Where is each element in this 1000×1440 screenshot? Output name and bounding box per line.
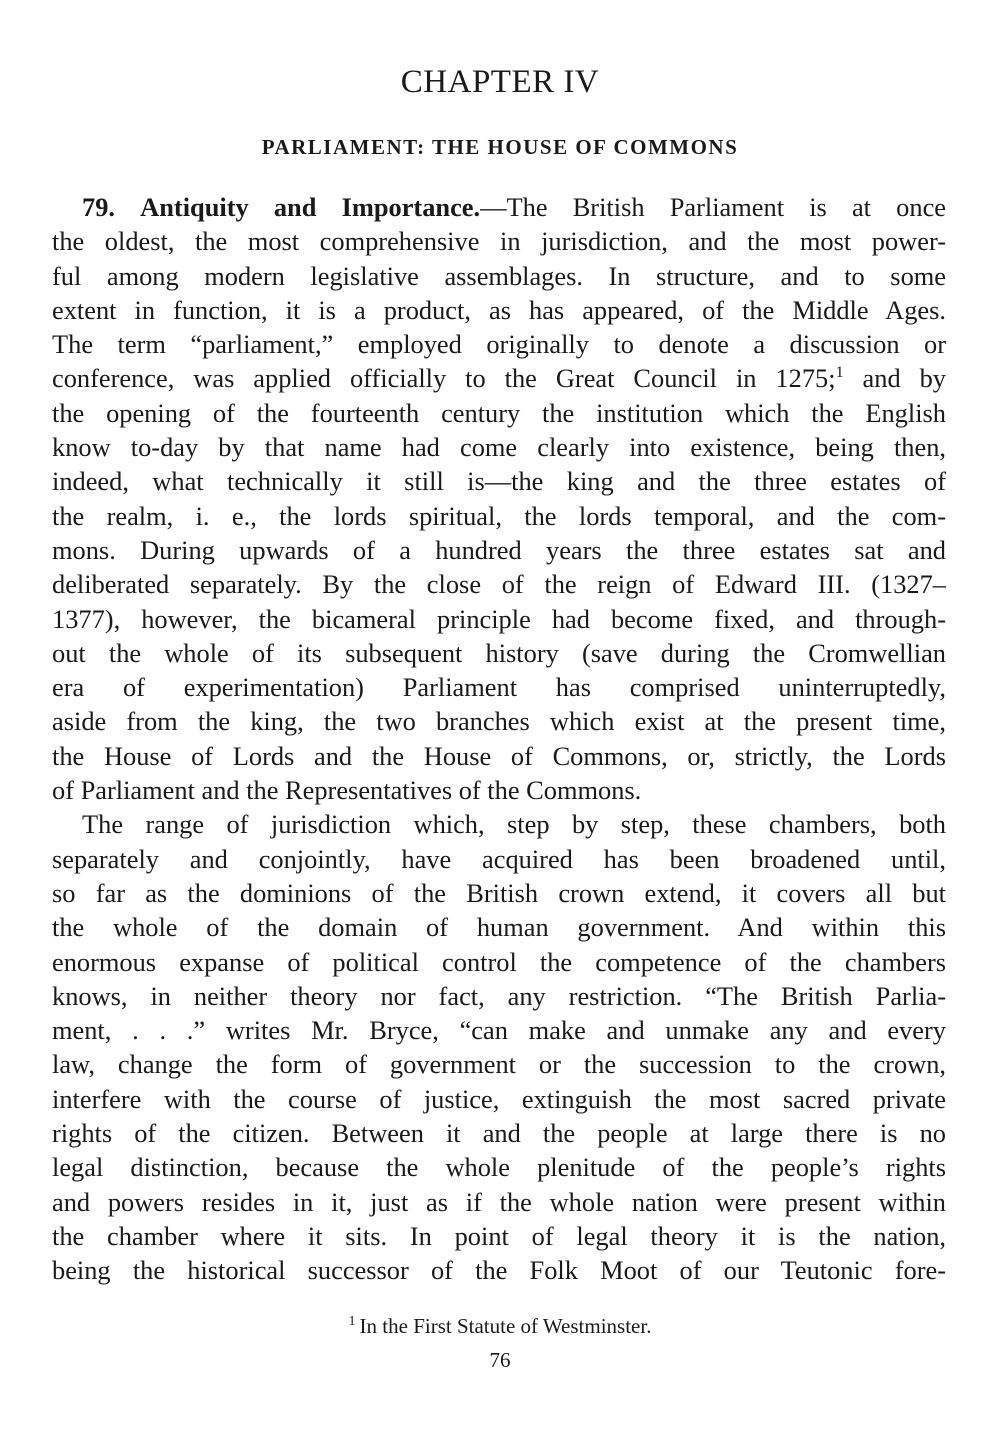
text-line: separately and conjointly, have acquired has been broadened until, [52, 843, 946, 874]
page-number: 76 [489, 1348, 511, 1372]
text-line-segment: The range of jurisdiction which, step by step, these chambers, both [82, 809, 946, 840]
text-line: ful among modern legislative assemblages. In structure, and to some [52, 260, 946, 291]
text-line: out the whole of its subsequent history (save during the Cromwellian [52, 637, 946, 668]
text-line: deliberated separately. By the close of the reign of Edward III. (1327– [52, 569, 946, 600]
text-line-segment: and by [862, 363, 946, 394]
text-line: the oldest, the most comprehensive in jurisdiction, and the most power- [52, 226, 946, 257]
text-line: aside from the king, the two branches which exist at the present time, [52, 706, 946, 737]
text-line [52, 190, 946, 224]
chapter-heading: CHAPTER IV [400, 64, 600, 100]
text-line: extent in function, it is a product, as has appeared, of the Middle Ages. [52, 294, 946, 325]
text-line: the realm, i. e., the lords spiritual, the lords temporal, and the com- [52, 500, 946, 531]
section-number: 79. [82, 192, 115, 222]
text-line: and powers resides in it, just as if the whole nation were present within [52, 1186, 946, 1217]
chapter-title: PARLIAMENT: THE HOUSE OF COMMONS [261, 135, 739, 159]
paragraph-1 [52, 190, 946, 807]
body-text [52, 190, 946, 1288]
section-title: Antiquity and Importance. [140, 192, 481, 222]
text-line: the House of Lords and the House of Commons, or, strictly, the Lords [52, 740, 946, 771]
text-line: era of experimentation) Parliament has comprised uninterruptedly, [52, 672, 946, 703]
text-line: the whole of the domain of human government. And within this [52, 912, 946, 943]
text-line: The term “parliament,” employed originally to denote a discussion or [52, 329, 946, 360]
text-line: interfere with the course of justice, extinguish the most sacred private [52, 1083, 946, 1114]
footnote-reference[interactable]: 1 [835, 364, 844, 382]
text-line: of Parliament and the Representatives of the Commons. [52, 775, 642, 806]
text-line: so far as the dominions of the British crown extend, it covers all but [52, 877, 946, 908]
text-line: indeed, what technically it still is—the king and the three estates of [52, 466, 946, 497]
text-line: rights of the citizen. Between it and the people at large there is no [52, 1118, 946, 1149]
text-line: knows, in neither theory nor fact, any restriction. “The British Parlia- [52, 980, 946, 1011]
text-line [52, 807, 946, 841]
text-line: ment, . . .” writes Mr. Bryce, “can make and unmake any and every [52, 1015, 946, 1046]
text-line-segment: conference, was applied officially to the Great Council in 1275; [52, 363, 836, 394]
text-line: law, change the form of government or the succession to the crown, [52, 1049, 946, 1080]
footnote-text: In the First Statute of Westminster. [359, 1314, 652, 1338]
text-line: the chamber where it sits. In point of legal theory it is the nation, [52, 1220, 946, 1251]
section-dash: — [480, 192, 507, 222]
paragraph-2 [52, 807, 946, 1287]
text-line: enormous expanse of political control the competence of the chambers [52, 946, 946, 977]
text-line: 1377), however, the bicameral principle had become fixed, and through- [52, 603, 946, 634]
text-line [52, 361, 946, 395]
text-line: the opening of the fourteenth century the institution which the English [52, 397, 946, 428]
text-line: being the historical successor of the Folk Moot of our Teutonic fore- [52, 1255, 946, 1286]
text-line-segment: The British Parliament is at once [506, 192, 946, 222]
footnote-mark: 1 [348, 1314, 356, 1329]
text-line: know to-day by that name had come clearly into existence, being then, [52, 432, 946, 463]
footnote [0, 1314, 1000, 1339]
text-line: mons. During upwards of a hundred years the three estates sat and [52, 534, 946, 565]
text-line: legal distinction, because the whole plenitude of the people’s rights [52, 1152, 946, 1183]
